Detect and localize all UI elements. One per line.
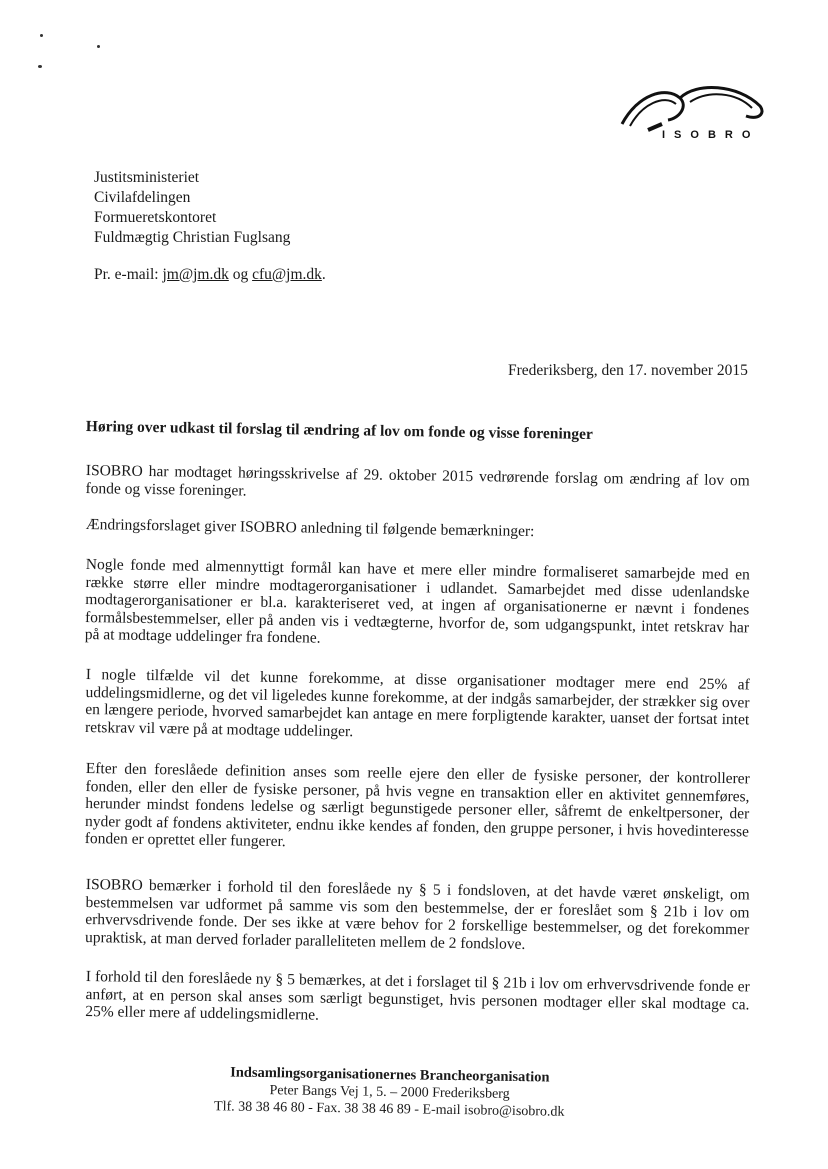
lead-paragraph: Ændringsforslaget giver ISOBRO anledning til følgende bemærkninger: bbox=[85, 516, 535, 541]
scan-speck bbox=[38, 65, 42, 68]
scan-speck bbox=[97, 45, 100, 48]
subject-heading: Høring over udkast til forslag til ændring af lov om fonde og visse foreninger bbox=[85, 418, 593, 443]
footer-contact: Tlf. 38 38 46 80 - Fax. 38 38 46 89 - E-mail isobro@isobro.dk bbox=[213, 1099, 565, 1120]
recipient-line: Justitsministeriet bbox=[94, 169, 200, 186]
dateline: Frederiksberg, den 17. november 2015 bbox=[508, 362, 748, 379]
email-link-jm[interactable]: jm@jm.dk bbox=[162, 266, 229, 283]
email-prefix: Pr. e-mail: bbox=[94, 266, 159, 283]
isobro-swoosh-logo-icon bbox=[618, 84, 768, 134]
scan-speck bbox=[40, 34, 43, 37]
recipient-line: Fuldmægtig Christian Fuglsang bbox=[94, 229, 291, 246]
email-connector: og bbox=[232, 266, 249, 283]
recipient-address bbox=[94, 168, 290, 248]
recipient-line: Formueretskontoret bbox=[94, 209, 217, 226]
email-suffix: . bbox=[321, 266, 326, 283]
logo-wordmark: ISOBRO bbox=[662, 129, 760, 141]
body-paragraph: I nogle tilfælde vil det kunne forekomme, at disse organisationer modtager mere end 25% af uddelingsmidlerne, og det vil ligeledes kunne forekomme, at der indgås samarbejder, der strækker sig over en længere periode, hvorved samarbejdet kan antage en mere forpligtende karakter, uanset der fortsat intet retskrav vil være på at modtage uddelinger. bbox=[84, 666, 750, 740]
body-paragraph: ISOBRO bemærker i forhold til den foreslåede ny § 5 i fondsloven, at det havde været ønskeligt, om bestemmelsen var udformet på samme vis som den bestemmelse, der er foreslået som § 21b i lov om erhvervsdrivende fonde. Der ses ikke at være behov for 2 forskellige bestemmelser, og det forekommer upraktisk, at man derved forlader paralleliteten mellem de 2 fondslove. bbox=[84, 876, 750, 953]
isobro-logo bbox=[618, 84, 768, 146]
recipient-line: Civilafdelingen bbox=[94, 189, 191, 206]
intro-paragraph: ISOBRO har modtaget høringsskrivelse af 29. oktober 2015 vedrørende forslag om ændring af lov om fonde og visse foreninger. bbox=[85, 462, 750, 500]
email-line bbox=[94, 266, 326, 284]
letterhead-footer bbox=[199, 1064, 580, 1121]
body-paragraph: Efter den foreslåede definition anses som reelle ejere den eller de fysiske personer, der kontrollerer fonden, eller den eller de fysiske personer, på hvis vegne en transaktion eller en aktivitet gennemføres, herunder mindst fondens ledelse og særligt begunstigede personer eller, såfremt de enkeltpersoner, der nyder godt af fondens aktiviteter, endnu ikke kendes af fonden, den gruppe personer, i hvis hovedinteresse fonden er oprettet eller fungerer. bbox=[84, 760, 750, 851]
body-paragraph: Nogle fonde med almennyttigt formål kan have et mere eller mindre formaliseret samarbejde med en række større eller mindre modtagerorganisationer i udlandet. Samarbejdet med disse udenlandske modtagerorganisationer er bl.a. karakteriseret ved, at ingen af organisationerne er nævnt i fondenes formålsbestemmelser, eller på anden vis i vedtægterne, hvorfor de, som udgangspunkt, intet retskrav har på at modtage uddelinger fra fondene. bbox=[84, 556, 750, 647]
footer-address: Peter Bangs Vej 1, 5. – 2000 Frederiksberg bbox=[269, 1083, 510, 1102]
body-paragraph: I forhold til den foreslåede ny § 5 bemærkes, at det i forslaget til § 21b i lov om erhvervsdrivende fonde er anført, at en person skal anses som særligt begunstiget, hvis personen modtager eller skal modtage ca. 25% eller mere af uddelingsmidlerne. bbox=[85, 968, 750, 1024]
email-link-cfu[interactable]: cfu@jm.dk bbox=[252, 266, 322, 283]
footer-org-name: Indsamlingsorganisationernes Brancheorganisation bbox=[230, 1064, 550, 1086]
